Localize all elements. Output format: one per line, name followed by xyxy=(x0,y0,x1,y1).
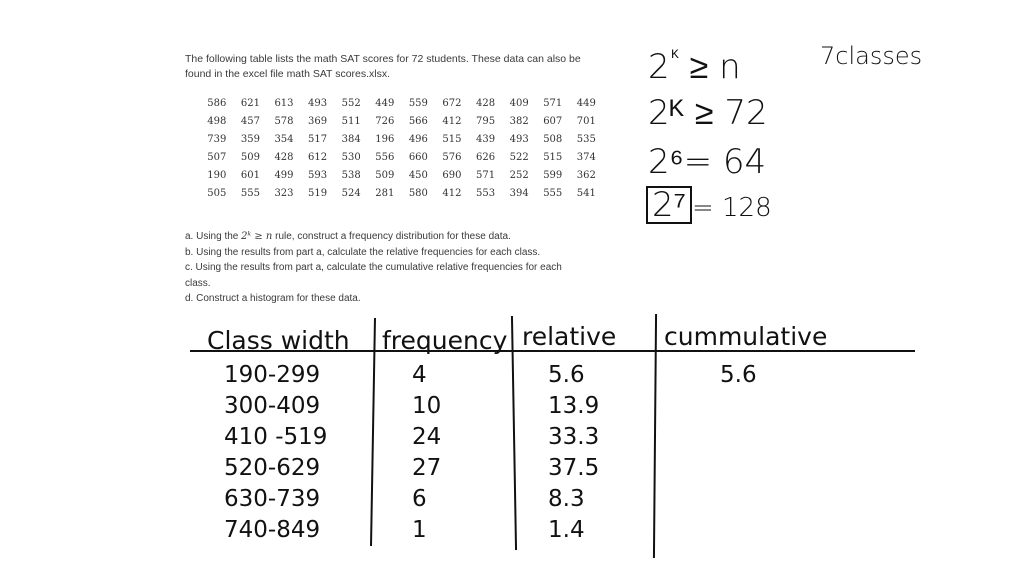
score-cell: 382 xyxy=(509,115,529,127)
question-a: a. Using the 2ᵏ ≥ n rule, construct a frequency distribution for these data. xyxy=(185,231,511,242)
score-cell: 508 xyxy=(543,133,563,145)
score-cell: 601 xyxy=(240,169,260,181)
score-cell: 553 xyxy=(476,187,496,199)
score-cell: 538 xyxy=(341,169,361,181)
score-cell: 701 xyxy=(576,115,596,127)
score-cell: 498 xyxy=(207,115,227,127)
cumulative-cell: 5.6 xyxy=(720,362,757,388)
question-b: b. Using the results from part a, calculate the relative frequencies for each class. xyxy=(185,246,541,258)
relative-cell: 37.5 xyxy=(548,455,600,481)
score-cell: 541 xyxy=(576,187,596,199)
score-cell: 556 xyxy=(375,151,395,163)
score-cell: 384 xyxy=(341,133,361,145)
frequency-cell: 4 xyxy=(412,362,427,388)
note-inequality: 2 $^ᴷ$ ≥ n xyxy=(648,47,741,87)
score-cell: 621 xyxy=(240,97,260,109)
class-width-cell: 190-299 xyxy=(224,362,321,388)
score-cell: 566 xyxy=(408,115,428,127)
score-cell: 196 xyxy=(375,133,395,145)
score-cell: 515 xyxy=(543,151,563,163)
score-cell: 450 xyxy=(408,169,428,181)
score-cell: 660 xyxy=(408,151,428,163)
frequency-cell: 1 xyxy=(412,517,427,543)
relative-cell: 13.9 xyxy=(548,393,600,419)
header-class-width: Class width xyxy=(207,326,350,355)
score-cell: 524 xyxy=(341,187,361,199)
score-cell: 354 xyxy=(274,133,294,145)
header-frequency: frequency xyxy=(382,326,508,355)
class-width-cell: 740-849 xyxy=(224,517,321,543)
score-cell: 672 xyxy=(442,97,462,109)
score-cell: 412 xyxy=(442,187,462,199)
score-cell: 739 xyxy=(207,133,227,145)
frequency-cell: 6 xyxy=(412,486,427,512)
score-cell: 439 xyxy=(476,133,496,145)
score-cell: 552 xyxy=(341,97,361,109)
score-cell: 555 xyxy=(240,187,260,199)
header-relative: relative xyxy=(522,322,617,351)
score-cell: 586 xyxy=(207,97,227,109)
sat-scores-table xyxy=(200,94,603,202)
score-cell: 394 xyxy=(509,187,529,199)
score-cell: 626 xyxy=(476,151,496,163)
score-cell: 593 xyxy=(308,169,328,181)
score-cell: 412 xyxy=(442,115,462,127)
cumulative-column xyxy=(720,360,757,391)
score-cell: 795 xyxy=(476,115,496,127)
score-cell: 530 xyxy=(341,151,361,163)
score-cell: 496 xyxy=(408,133,428,145)
score-cell: 499 xyxy=(274,169,294,181)
score-cell: 599 xyxy=(543,169,563,181)
score-row xyxy=(200,148,603,166)
score-cell: 519 xyxy=(308,187,328,199)
question-c-line-2: class. xyxy=(185,277,211,289)
score-cell: 612 xyxy=(308,151,328,163)
class-width-cell: 300-409 xyxy=(224,393,321,419)
column-divider-1 xyxy=(370,318,376,546)
score-cell: 522 xyxy=(509,151,529,163)
score-cell: 576 xyxy=(442,151,462,163)
score-cell: 449 xyxy=(375,97,395,109)
relative-cell: 5.6 xyxy=(548,362,585,388)
problem-intro-line-1: The following table lists the math SAT scores for 72 students. These data can also be xyxy=(185,53,581,65)
score-cell: 449 xyxy=(576,97,596,109)
frequency-cell: 10 xyxy=(412,393,442,419)
score-cell: 555 xyxy=(543,187,563,199)
note-classes: 7classes xyxy=(820,42,923,70)
score-cell: 323 xyxy=(274,187,294,199)
score-cell: 726 xyxy=(375,115,395,127)
class-width-cell: 630-739 xyxy=(224,486,321,512)
boxed-answer: 2⁷ xyxy=(646,186,692,224)
score-cell: 409 xyxy=(509,97,529,109)
score-cell: 493 xyxy=(308,97,328,109)
score-cell: 613 xyxy=(274,97,294,109)
frequency-column xyxy=(412,360,441,546)
score-cell: 559 xyxy=(408,97,428,109)
score-cell: 607 xyxy=(543,115,563,127)
score-cell: 509 xyxy=(375,169,395,181)
score-row xyxy=(200,184,603,202)
score-cell: 515 xyxy=(442,133,462,145)
score-cell: 690 xyxy=(442,169,462,181)
question-c-line-1: c. Using the results from part a, calculate the cumulative relative frequencies for each xyxy=(185,262,562,273)
question-d: d. Construct a histogram for these data. xyxy=(185,293,361,304)
score-cell: 281 xyxy=(375,187,395,199)
score-cell: 571 xyxy=(543,97,563,109)
score-row xyxy=(200,130,603,148)
score-cell: 517 xyxy=(308,133,328,145)
header-cumulative: cummulative xyxy=(664,322,828,351)
relative-cell: 8.3 xyxy=(548,486,585,512)
score-cell: 505 xyxy=(207,187,227,199)
score-row xyxy=(200,166,603,184)
note-2-pow-7: 2⁷ = 128 xyxy=(646,186,772,224)
problem-statement xyxy=(185,52,615,82)
note-2-pow-6: 2⁶= 64 xyxy=(648,142,767,182)
score-cell: 362 xyxy=(576,169,596,181)
score-cell: 428 xyxy=(274,151,294,163)
score-cell: 509 xyxy=(240,151,260,163)
score-cell: 535 xyxy=(576,133,596,145)
score-cell: 457 xyxy=(240,115,260,127)
score-cell: 190 xyxy=(207,169,227,181)
score-cell: 493 xyxy=(509,133,529,145)
score-cell: 359 xyxy=(240,133,260,145)
score-cell: 428 xyxy=(476,97,496,109)
class-width-column xyxy=(224,360,327,546)
class-width-cell: 410 -519 xyxy=(224,424,328,450)
score-row xyxy=(200,112,603,130)
frequency-cell: 24 xyxy=(412,424,442,450)
problem-intro-line-2: found in the excel file math SAT scores.xlsx. xyxy=(185,68,391,80)
frequency-cell: 27 xyxy=(412,455,442,481)
score-cell: 511 xyxy=(341,115,361,127)
score-cell: 252 xyxy=(509,169,529,181)
score-cell: 507 xyxy=(207,151,227,163)
score-cell: 578 xyxy=(274,115,294,127)
score-row xyxy=(200,94,603,112)
relative-cell: 1.4 xyxy=(548,517,585,543)
relative-column xyxy=(548,360,599,546)
score-cell: 369 xyxy=(308,115,328,127)
relative-cell: 33.3 xyxy=(548,424,600,450)
class-width-cell: 520-629 xyxy=(224,455,321,481)
note-inequality-72: 2ᴷ ≥ 72 xyxy=(648,93,768,133)
score-cell: 580 xyxy=(408,187,428,199)
score-cell: 374 xyxy=(576,151,596,163)
score-cell: 571 xyxy=(476,169,496,181)
questions-list xyxy=(185,229,615,307)
